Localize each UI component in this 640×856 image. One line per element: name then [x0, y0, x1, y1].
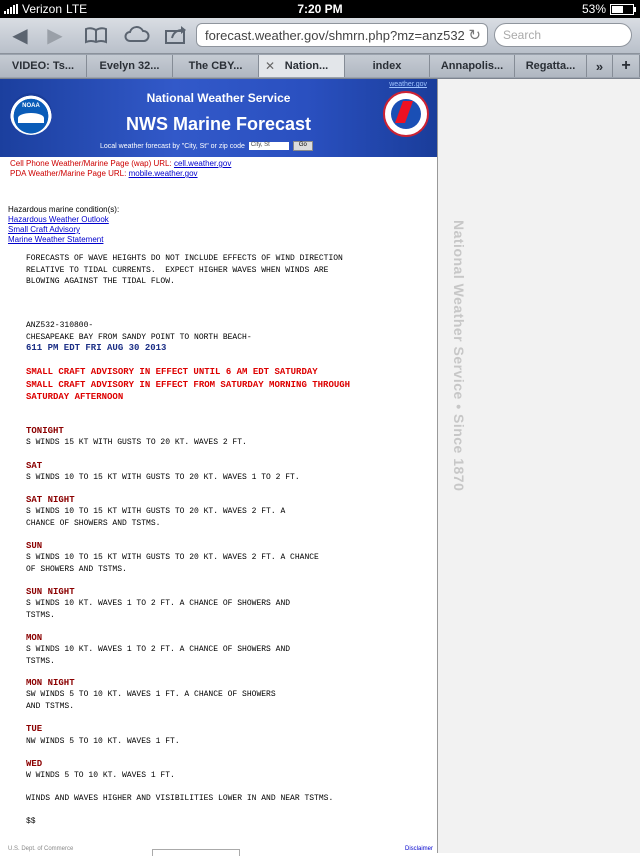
- advisories: SMALL CRAFT ADVISORY IN EFFECT UNTIL 6 AM EDT SATURDAY SMALL CRAFT ADVISORY IN EFFECT FROM SATURDAY MORNING THROUGH SATURDAY AFTERNOON: [26, 367, 351, 402]
- weather-gov-link[interactable]: weather.gov: [389, 81, 427, 88]
- dept-commerce-text: U.S. Dept. of Commerce: [8, 846, 74, 852]
- carrier: Verizon: [22, 2, 63, 16]
- hazards-label: Hazardous marine condition(s):: [8, 205, 120, 214]
- forecast-intro: FORECASTS OF WAVE HEIGHTS DO NOT INCLUDE EFFECTS OF WIND DIRECTION RELATIVE TO TIDAL CURRENTS. EXPECT HIGHER WAVES WHEN WINDS ARE BLOWING AGAINST THE TIDAL FLOW.: [26, 254, 343, 286]
- period-name: TUE: [26, 724, 43, 734]
- tab-national[interactable]: [259, 55, 345, 77]
- tab-regatta[interactable]: [515, 55, 587, 77]
- city-state-input[interactable]: City, St: [249, 142, 289, 150]
- period-text: NW WINDS 5 TO 10 KT. WAVES 1 FT.: [26, 737, 180, 746]
- period-text: S WINDS 10 KT. WAVES 1 TO 2 FT. A CHANCE OF SHOWERS AND TSTMS.: [26, 645, 291, 666]
- noaa-logo-text: NOAA: [22, 103, 40, 109]
- browser-toolbar: [0, 18, 640, 54]
- new-tab-icon[interactable]: +: [613, 55, 640, 77]
- zone-header: ANZ532-310800- CHESAPEAKE BAY FROM SANDY POINT TO NORTH BEACH-: [26, 321, 252, 342]
- local-forecast-form: [100, 141, 313, 151]
- web-page: [0, 79, 438, 853]
- period-text: S WINDS 10 TO 15 KT WITH GUSTS TO 20 KT. WAVES 2 FT. A CHANCE OF SHOWERS AND TSTMS.: [26, 553, 319, 574]
- page-title: NWS Marine Forecast: [125, 114, 312, 134]
- closing-statement: WINDS AND WAVES HIGHER AND VISIBILITIES LOWER IN AND NEAR TSTMS.: [26, 794, 334, 803]
- status-bar: [0, 0, 640, 18]
- period-name: SAT: [26, 461, 43, 471]
- period-name: WED: [26, 759, 43, 769]
- hazard-link[interactable]: Marine Weather Statement: [8, 235, 104, 244]
- period-name: MON NIGHT: [26, 678, 75, 688]
- hazard-link[interactable]: Small Craft Advisory: [8, 225, 81, 234]
- tab-label: The CBY...: [188, 60, 243, 72]
- search-input[interactable]: Search: [494, 23, 632, 47]
- tab-evelyn[interactable]: [87, 55, 173, 77]
- period-text: S WINDS 10 KT. WAVES 1 TO 2 FT. A CHANCE OF SHOWERS AND TSTMS.: [26, 599, 291, 620]
- period-text: S WINDS 10 TO 15 KT WITH GUSTS TO 20 KT. WAVES 2 FT. A CHANCE OF SHOWERS AND TSTMS.: [26, 507, 286, 528]
- period-text: S WINDS 10 TO 15 KT WITH GUSTS TO 20 KT. WAVES 1 TO 2 FT.: [26, 473, 300, 482]
- tab-label: index: [372, 60, 402, 72]
- cell-url-link[interactable]: cell.weather.gov: [173, 159, 232, 168]
- clock: 7:20 PM: [297, 2, 343, 16]
- period-text: W WINDS 5 TO 10 KT. WAVES 1 FT.: [26, 771, 175, 780]
- share-icon[interactable]: [162, 22, 190, 48]
- tab-label: Regatta...: [525, 60, 576, 72]
- nws-banner: [0, 79, 437, 157]
- side-watermark: National Weather Service • Since 1870: [451, 220, 467, 492]
- tab-bar: [0, 54, 640, 79]
- more-tabs-icon[interactable]: »: [587, 55, 613, 77]
- period-name: TONIGHT: [26, 426, 64, 436]
- local-forecast-label: Local weather forecast by "City, St" or zip code: [100, 142, 245, 150]
- page-side-background: [438, 79, 640, 853]
- period-name: MON: [26, 633, 43, 643]
- period-name: SUN NIGHT: [26, 587, 75, 597]
- cell-phone-link-row: [10, 159, 231, 168]
- battery-percent: 53%: [581, 2, 606, 16]
- tab-the-cby[interactable]: [173, 55, 259, 77]
- period-name: SUN: [26, 541, 43, 551]
- battery-icon: [610, 4, 634, 15]
- nws-seal-icon[interactable]: [383, 91, 429, 137]
- close-tab-icon[interactable]: ✕: [265, 59, 276, 73]
- bookmarks-icon[interactable]: [82, 22, 110, 48]
- pda-label: PDA Weather/Marine Page URL:: [10, 169, 127, 178]
- cell-label: Cell Phone Weather/Marine Page (wap) URL:: [10, 159, 172, 168]
- tab-label: Nation...: [284, 60, 329, 72]
- tab-index[interactable]: [345, 55, 430, 77]
- issued-time: 611 PM EDT FRI AUG 30 2013: [26, 343, 167, 353]
- go-button[interactable]: Go: [293, 141, 313, 151]
- period-text: S WINDS 15 KT WITH GUSTS TO 20 KT. WAVES 2 FT.: [26, 438, 247, 447]
- address-bar[interactable]: [196, 23, 488, 47]
- tab-video[interactable]: [0, 55, 87, 77]
- pda-url-link[interactable]: mobile.weather.gov: [128, 169, 198, 178]
- back-icon[interactable]: ◀: [12, 24, 28, 47]
- hazard-link[interactable]: Hazardous Weather Outlook: [8, 215, 109, 224]
- network-type: LTE: [66, 2, 88, 16]
- tab-label: Annapolis...: [440, 60, 504, 72]
- tab-label: Evelyn 32...: [99, 60, 160, 72]
- period-name: SAT NIGHT: [26, 495, 75, 505]
- forward-icon[interactable]: ▶: [47, 24, 63, 47]
- tab-annapolis[interactable]: [430, 55, 515, 77]
- period-text: SW WINDS 5 TO 10 KT. WAVES 1 FT. A CHANCE OF SHOWERS AND TSTMS.: [26, 690, 276, 711]
- tab-label: VIDEO: Ts...: [11, 60, 75, 72]
- icloud-tabs-icon[interactable]: [122, 22, 152, 48]
- pda-link-row: [10, 169, 198, 178]
- end-mark: $$: [26, 817, 36, 826]
- address-bar-text: forecast.weather.gov/shmrn.php?mz=anz532: [205, 27, 465, 43]
- banner-subtitle: National Weather Service: [146, 91, 291, 105]
- reload-icon[interactable]: ↻: [468, 27, 481, 44]
- disclaimer-link[interactable]: Disclaimer: [404, 846, 433, 852]
